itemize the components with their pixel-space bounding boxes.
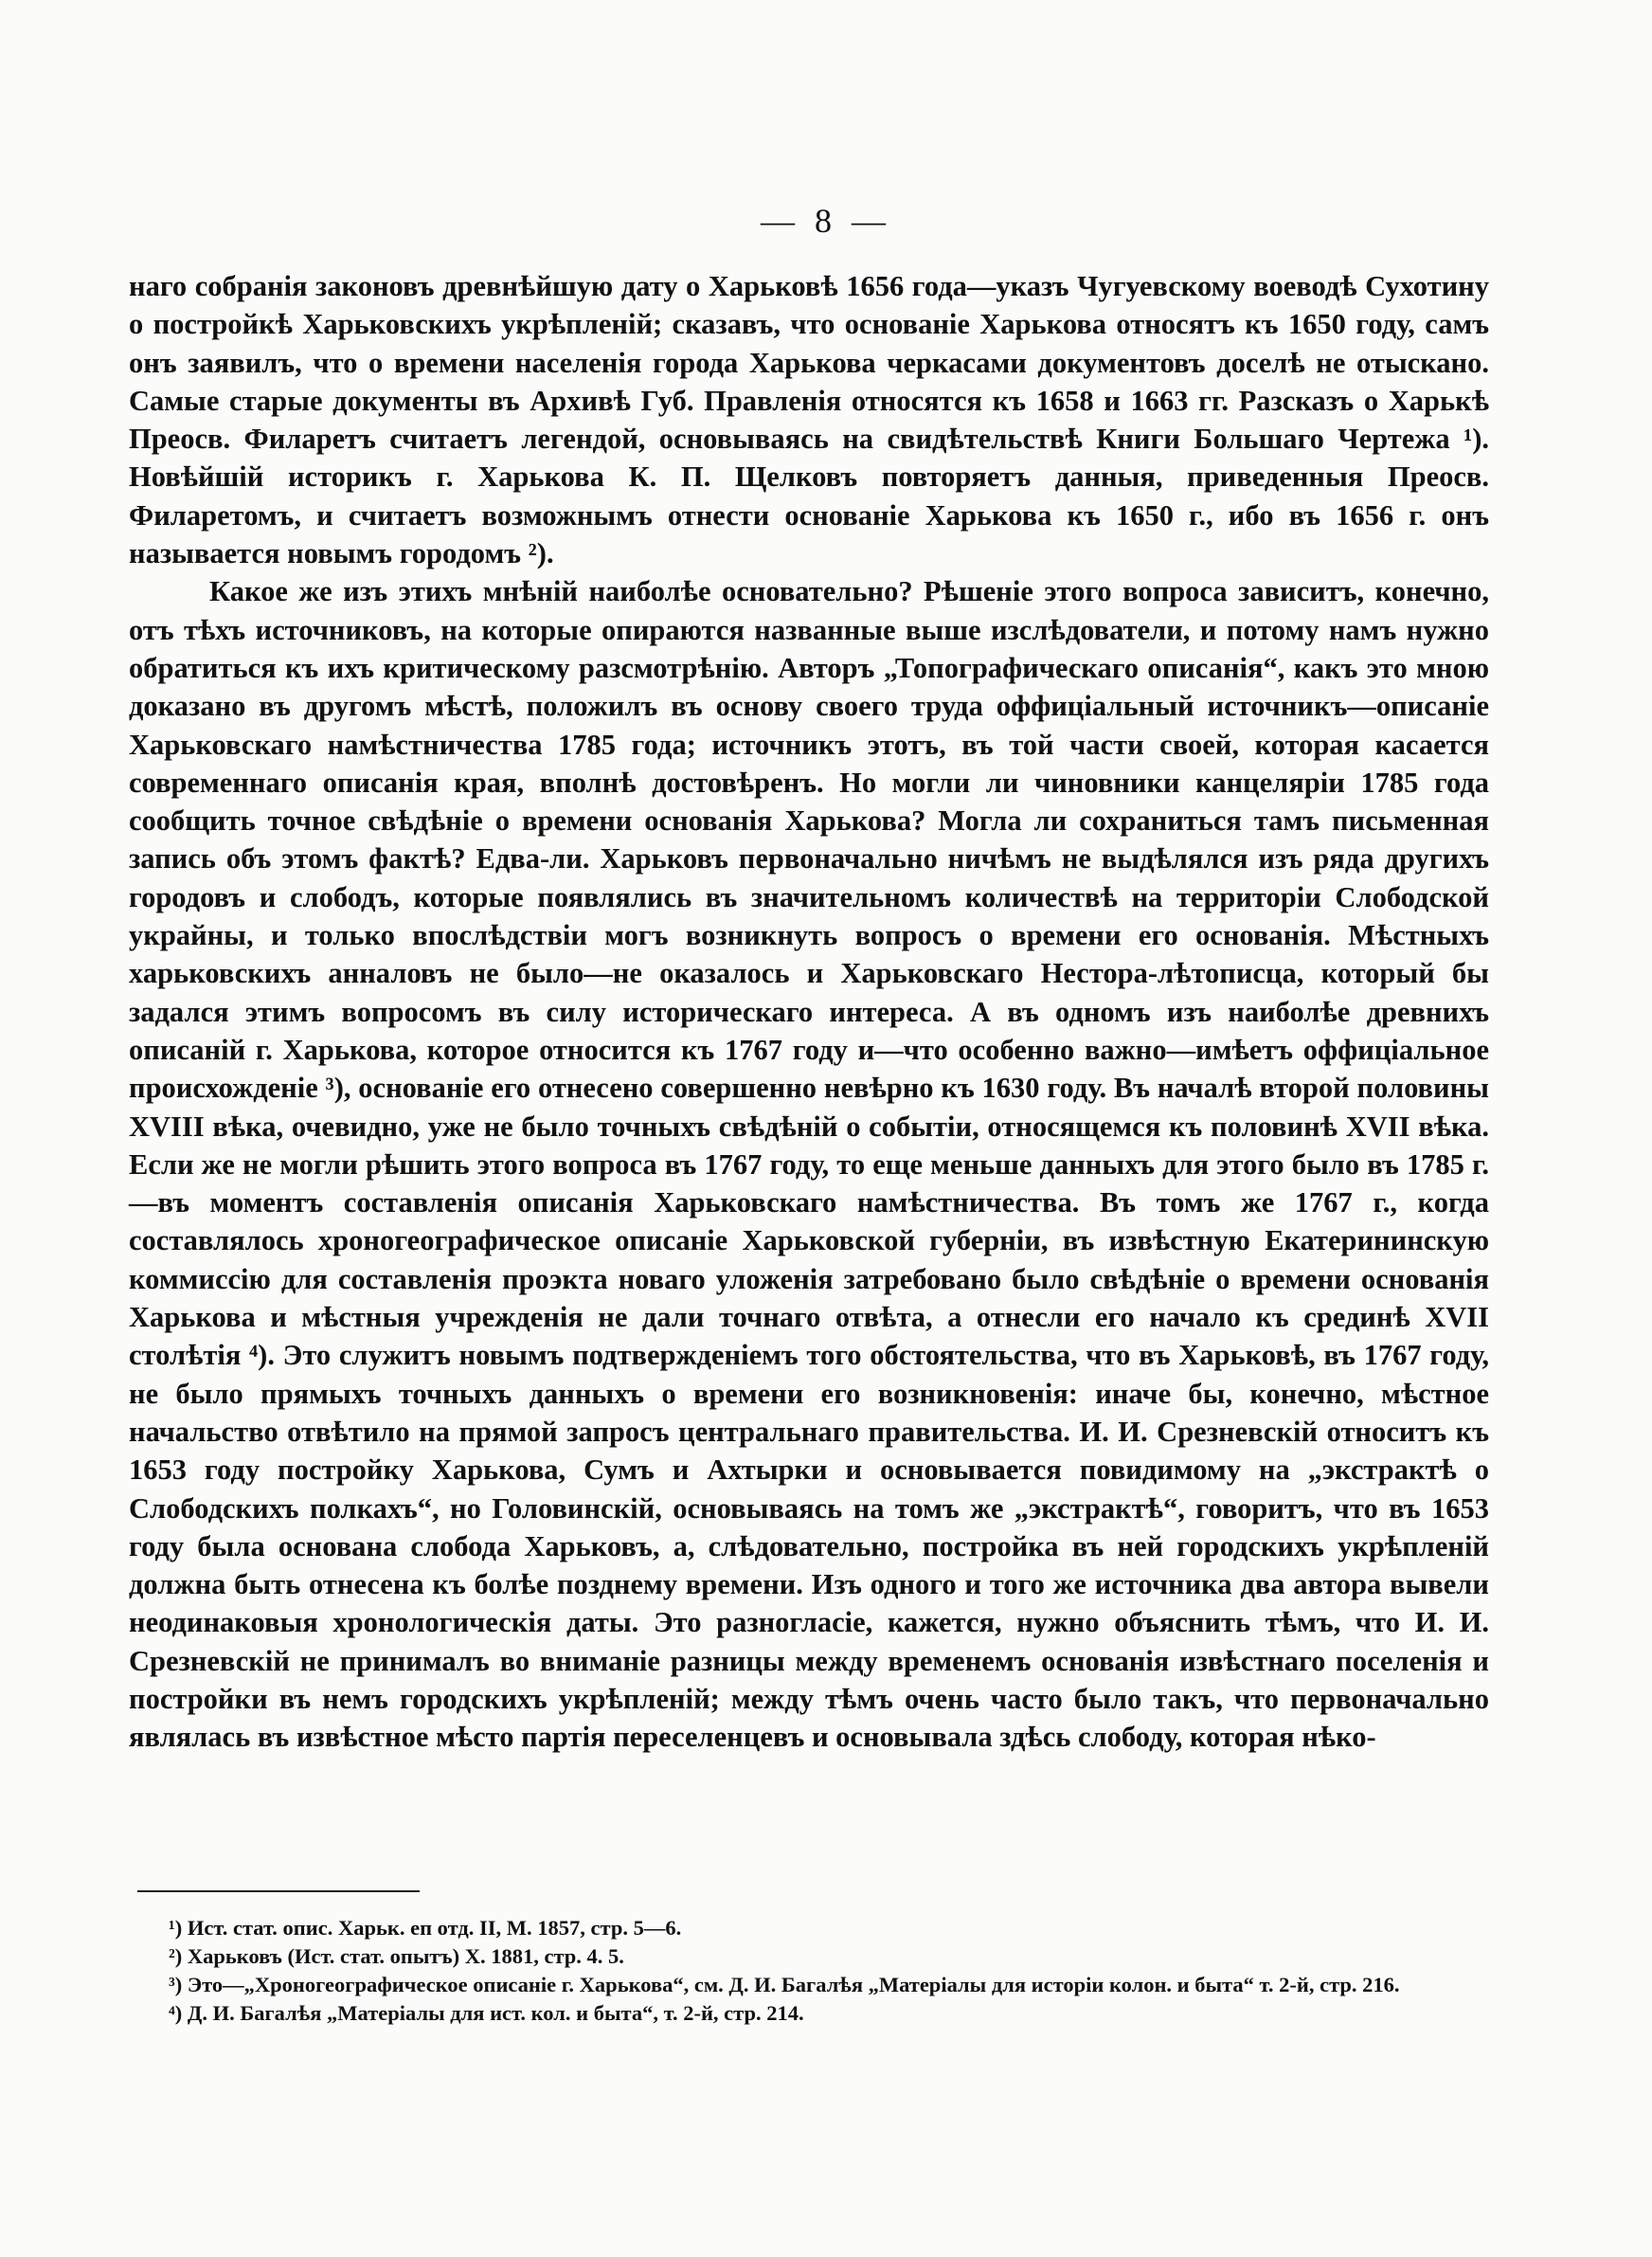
paragraph-continuation: наго собранія законовъ древнѣйшую дату о Харьковѣ 1656 года—указъ Чугуевскому воеводѣ Сухотину о постройкѣ Харьковскихъ укрѣпленій; сказавъ, что основаніе Харькова относятъ къ 1650 году, самъ онъ заявилъ, что о времени населенія города Харькова черкасами документовъ доселѣ не отыскано. Самые старые документы въ Архивѣ Губ. Правленія относятся къ 1658 и 1663 гг. Разсказъ о Харькѣ Преосв. Филаретъ считаетъ легендой, основываясь на свидѣтельствѣ Книги Большаго Чертежа ¹). Новѣйшій историкъ г. Харькова К. П. Щелковъ повторяетъ данныя, приведенныя Преосв. Филаретомъ, и считаетъ возможнымъ отнести основаніе Харькова къ 1650 г., ибо въ 1656 г. онъ называется новымъ городомъ ²). [129, 270, 1489, 570]
footnote-divider [137, 1890, 420, 1892]
footnote-3: ³) Это—„Хроногеографическое описаніе г. Харькова“, см. Д. И. Багалѣя „Матеріалы для исторіи колон. и быта“ т. 2-й, стр. 216. [169, 1973, 1400, 1996]
footnote-1: ¹) Ист. стат. опис. Харьк. еп отд. II, М. 1857, стр. 5—6. [169, 1916, 682, 1940]
body-text [129, 267, 1489, 1757]
footnote-4: ⁴) Д. И. Багалѣя „Матеріалы для ист. кол. и быта“, т. 2-й, стр. 214. [169, 2001, 804, 2025]
page-number: — 8 — [761, 202, 891, 240]
paragraph-main: Какое же изъ этихъ мнѣній наиболѣе основательно? Рѣшеніе этого вопроса зависитъ, конечно, отъ тѣхъ источниковъ, на которые опираются названные выше изслѣдователи, и потому намъ нужно обратиться къ ихъ критическому разсмотрѣнію. Авторъ „Топографическаго описанія“, какъ это мною доказано въ другомъ мѣстѣ, положилъ въ основу своего труда оффиціальный источникъ—описаніе Харьковскаго намѣстничества 1785 года; источникъ этотъ, въ той части своей, которая касается современнаго описанія края, вполнѣ достовѣренъ. Но могли ли чиновники канцеляріи 1785 года сообщить точное свѣдѣніе о времени основанія Харькова? Могла ли сохраниться тамъ письменная запись объ этомъ фактѣ? Едва-ли. Харьковъ первоначально ничѣмъ не выдѣлялся изъ ряда другихъ городовъ и слободъ, которые появлялись въ значительномъ количествѣ на территоріи Слободской украйны, и только впослѣдствіи могъ возникнуть вопросъ о времени его основанія. Мѣстныхъ харьковскихъ анналовъ не было—не оказалось и Харьковскаго Нестора-лѣтописца, который бы задался этимъ вопросомъ въ силу историческаго интереса. А въ одномъ изъ наиболѣе древнихъ описаній г. Харькова, которое относится къ 1767 году и—что особенно важно—имѣетъ оффиціальное происхожденіе ³), основаніе его отнесено совершенно невѣрно къ 1630 году. Въ началѣ второй половины XVIII вѣка, очевидно, уже не было точныхъ свѣдѣній о событіи, относящемся къ половинѣ XVII вѣка. Если же не могли рѣшить этого вопроса въ 1767 году, то еще меньше данныхъ для этого было въ 1785 г.—въ моментъ составленія описанія Харьковскаго намѣстничества. Въ томъ же 1767 г., когда составлялось хроногеографическое описаніе Харьковской губерніи, въ извѣстную Екатерининскую коммиссію для составленія проэкта новаго уложенія затребовано было свѣдѣніе о времени основанія Харькова и мѣстныя учрежденія не дали точнаго отвѣта, а отнесли его начало къ срединѣ XVII столѣтія ⁴). Это служитъ новымъ подтвержденіемъ того обстоятельства, что въ Харьковѣ, въ 1767 году, не было прямыхъ точныхъ данныхъ о времени его возникновенія: иначе бы, конечно, мѣстное начальство отвѣтило на прямой запросъ центральнаго правительства. И. И. Срезневскій относитъ къ 1653 году постройку Харькова, Сумъ и Ахтырки и основывается повидимому на „экстрактѣ о Слободскихъ полкахъ“, но Головинскій, основываясь на томъ же „экстрактѣ“, говоритъ, что въ 1653 году была основана слобода Харьковъ, а, слѣдовательно, постройка въ ней городскихъ укрѣпленій должна быть отнесена къ болѣе позднему времени. Изъ одного и того же источника два автора вывели неодинаковыя хронологическія даты. Это разногласіе, кажется, нужно объяснить тѣмъ, что И. И. Срезневскій не принималъ во вниманіе разницы между временемъ основанія извѣстнаго поселенія и постройки въ немъ городскихъ укрѣпленій; между тѣмъ очень часто было такъ, что первоначально являлась въ извѣстное мѣсто партія переселенцевъ и основывала здѣсь слободу, которая нѣко- [129, 575, 1489, 1754]
footnote-2: ²) Харьковъ (Ист. стат. опытъ) X. 1881, стр. 4. 5. [169, 1944, 624, 1968]
footnotes [169, 1914, 1489, 2028]
